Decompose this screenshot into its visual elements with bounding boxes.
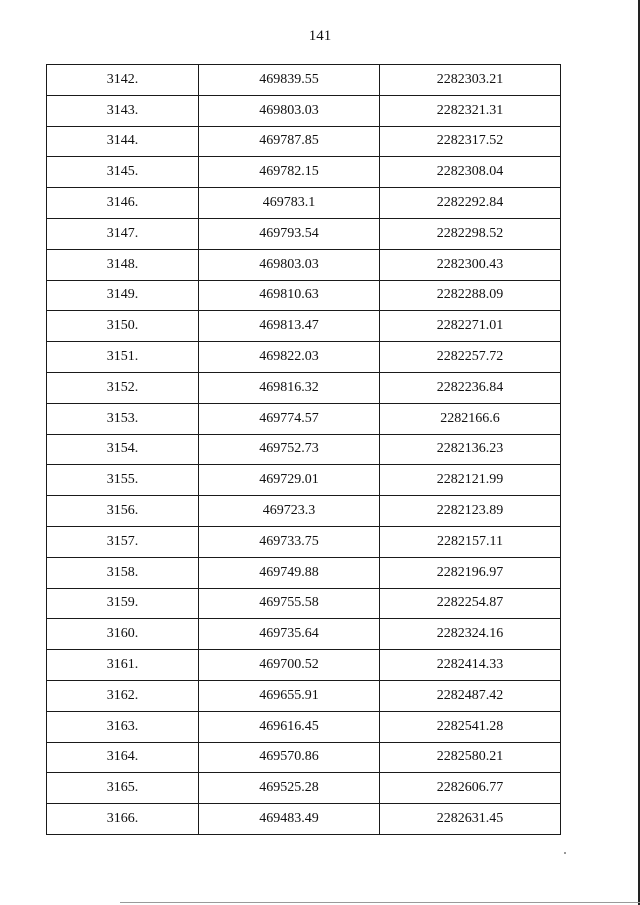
table-row (47, 711, 561, 742)
table-row (47, 650, 561, 681)
y-coordinate-cell: 2282271.01 (380, 311, 561, 342)
table-row (47, 526, 561, 557)
point-number-cell: 3144. (47, 126, 199, 157)
table-row (47, 619, 561, 650)
table-row (47, 434, 561, 465)
coordinates-table (46, 64, 561, 835)
table-row (47, 65, 561, 96)
y-coordinate-cell: 2282288.09 (380, 280, 561, 311)
y-coordinate-cell: 2282298.52 (380, 218, 561, 249)
point-number-cell: 3160. (47, 619, 199, 650)
table-row (47, 496, 561, 527)
scan-bottom-line (120, 902, 640, 903)
table-row (47, 249, 561, 280)
x-coordinate-cell: 469782.15 (199, 157, 380, 188)
point-number-cell: 3156. (47, 496, 199, 527)
x-coordinate-cell: 469813.47 (199, 311, 380, 342)
table-row (47, 680, 561, 711)
x-coordinate-cell: 469752.73 (199, 434, 380, 465)
y-coordinate-cell: 2282257.72 (380, 342, 561, 373)
x-coordinate-cell: 469774.57 (199, 403, 380, 434)
x-coordinate-cell: 469755.58 (199, 588, 380, 619)
table-row (47, 342, 561, 373)
y-coordinate-cell: 2282580.21 (380, 742, 561, 773)
point-number-cell: 3145. (47, 157, 199, 188)
table-row (47, 188, 561, 219)
table-row (47, 126, 561, 157)
x-coordinate-cell: 469655.91 (199, 680, 380, 711)
point-number-cell: 3142. (47, 65, 199, 96)
y-coordinate-cell: 2282487.42 (380, 680, 561, 711)
x-coordinate-cell: 469822.03 (199, 342, 380, 373)
table-row (47, 95, 561, 126)
point-number-cell: 3146. (47, 188, 199, 219)
point-number-cell: 3151. (47, 342, 199, 373)
point-number-cell: 3164. (47, 742, 199, 773)
x-coordinate-cell: 469793.54 (199, 218, 380, 249)
x-coordinate-cell: 469787.85 (199, 126, 380, 157)
table-row (47, 742, 561, 773)
x-coordinate-cell: 469783.1 (199, 188, 380, 219)
y-coordinate-cell: 2282317.52 (380, 126, 561, 157)
y-coordinate-cell: 2282308.04 (380, 157, 561, 188)
point-number-cell: 3166. (47, 804, 199, 835)
scan-speck (564, 852, 566, 854)
y-coordinate-cell: 2282254.87 (380, 588, 561, 619)
point-number-cell: 3155. (47, 465, 199, 496)
y-coordinate-cell: 2282166.6 (380, 403, 561, 434)
table-row (47, 465, 561, 496)
x-coordinate-cell: 469810.63 (199, 280, 380, 311)
x-coordinate-cell: 469570.86 (199, 742, 380, 773)
x-coordinate-cell: 469749.88 (199, 557, 380, 588)
x-coordinate-cell: 469483.49 (199, 804, 380, 835)
y-coordinate-cell: 2282292.84 (380, 188, 561, 219)
y-coordinate-cell: 2282321.31 (380, 95, 561, 126)
point-number-cell: 3154. (47, 434, 199, 465)
table-row (47, 773, 561, 804)
x-coordinate-cell: 469525.28 (199, 773, 380, 804)
x-coordinate-cell: 469729.01 (199, 465, 380, 496)
point-number-cell: 3152. (47, 372, 199, 403)
coordinates-table-body (47, 65, 561, 835)
table-row (47, 218, 561, 249)
y-coordinate-cell: 2282123.89 (380, 496, 561, 527)
y-coordinate-cell: 2282300.43 (380, 249, 561, 280)
table-row (47, 280, 561, 311)
page-number: 141 (308, 28, 332, 44)
table-row (47, 588, 561, 619)
y-coordinate-cell: 2282121.99 (380, 465, 561, 496)
table-row (47, 372, 561, 403)
y-coordinate-cell: 2282303.21 (380, 65, 561, 96)
table-row (47, 557, 561, 588)
y-coordinate-cell: 2282157.11 (380, 526, 561, 557)
x-coordinate-cell: 469816.32 (199, 372, 380, 403)
table-row (47, 804, 561, 835)
point-number-cell: 3149. (47, 280, 199, 311)
table-row (47, 311, 561, 342)
x-coordinate-cell: 469839.55 (199, 65, 380, 96)
x-coordinate-cell: 469803.03 (199, 249, 380, 280)
table-row (47, 403, 561, 434)
y-coordinate-cell: 2282136.23 (380, 434, 561, 465)
point-number-cell: 3162. (47, 680, 199, 711)
point-number-cell: 3163. (47, 711, 199, 742)
point-number-cell: 3159. (47, 588, 199, 619)
x-coordinate-cell: 469700.52 (199, 650, 380, 681)
y-coordinate-cell: 2282236.84 (380, 372, 561, 403)
point-number-cell: 3161. (47, 650, 199, 681)
point-number-cell: 3158. (47, 557, 199, 588)
x-coordinate-cell: 469803.03 (199, 95, 380, 126)
y-coordinate-cell: 2282631.45 (380, 804, 561, 835)
table-row (47, 157, 561, 188)
point-number-cell: 3157. (47, 526, 199, 557)
x-coordinate-cell: 469616.45 (199, 711, 380, 742)
y-coordinate-cell: 2282196.97 (380, 557, 561, 588)
y-coordinate-cell: 2282606.77 (380, 773, 561, 804)
point-number-cell: 3147. (47, 218, 199, 249)
x-coordinate-cell: 469735.64 (199, 619, 380, 650)
x-coordinate-cell: 469733.75 (199, 526, 380, 557)
y-coordinate-cell: 2282324.16 (380, 619, 561, 650)
point-number-cell: 3153. (47, 403, 199, 434)
point-number-cell: 3150. (47, 311, 199, 342)
x-coordinate-cell: 469723.3 (199, 496, 380, 527)
y-coordinate-cell: 2282414.33 (380, 650, 561, 681)
point-number-cell: 3143. (47, 95, 199, 126)
y-coordinate-cell: 2282541.28 (380, 711, 561, 742)
point-number-cell: 3165. (47, 773, 199, 804)
point-number-cell: 3148. (47, 249, 199, 280)
